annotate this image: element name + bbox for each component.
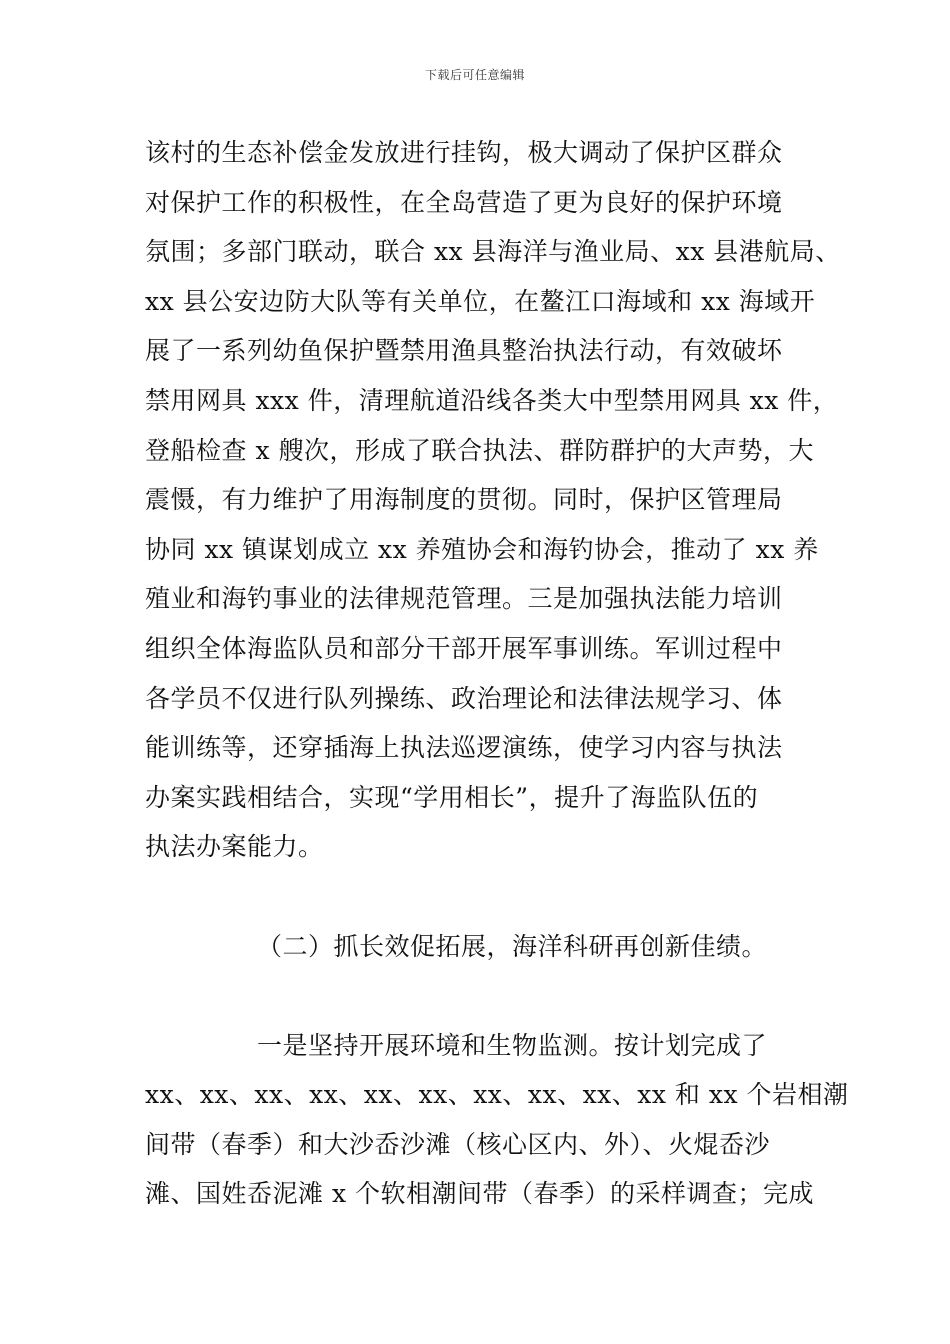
blank-line [145, 872, 835, 922]
text-line: 一是坚持开展环境和生物监测。按计划完成了 [257, 1030, 768, 1060]
paragraph-1 [145, 128, 841, 872]
text-line: 展了一系列幼鱼保护暨禁用渔具整治执法行动，有效破坏 [145, 336, 783, 366]
text-line: 执法办案能力。 [145, 832, 324, 862]
text-line: 组织全体海监队员和部分干部开展军事训练。军训过程中 [145, 633, 783, 663]
text-line: 禁用网具 xxx 件，清理航道沿线各类大中型禁用网具 xx 件， [145, 385, 839, 415]
text-line: 各学员不仅进行队列操练、政治理论和法律法规学习、体 [145, 683, 783, 713]
text-line: xx 县公安边防大队等有关单位，在鳌江口海域和 xx 海域开 [145, 286, 816, 316]
text-line: 震慑，有力维护了用海制度的贯彻。同时，保护区管理局 [145, 485, 783, 515]
text-line: 能训练等，还穿插海上执法巡逻演练，使学习内容与执法 [145, 733, 783, 763]
page-header: 下载后可任意编辑 [424, 68, 525, 82]
section-heading: （二）抓长效促拓展，海洋科研再创新佳绩。 [257, 931, 768, 961]
document-body [145, 128, 849, 1219]
text-line: 协同 xx 镇谋划成立 xx 养殖协会和海钓协会，推动了 xx 养 [145, 534, 819, 564]
text-line: 办案实践相结合，实现“学用相长”，提升了海监队伍的 [145, 782, 759, 812]
text-line: 氛围；多部门联动，联合 xx 县海洋与渔业局、xx 县港航局、 [145, 237, 841, 267]
text-line: 殖业和海钓事业的法律规范管理。三是加强执法能力培训 [145, 584, 783, 614]
text-line: 对保护工作的积极性，在全岛营造了更为良好的保护环境 [145, 187, 783, 217]
text-line: 间带（春季）和大沙岙沙滩（核心区内、外）、火焜岙沙 [145, 1129, 771, 1159]
text-line: 滩、国姓岙泥滩 x 个软相潮间带（春季）的采样调查；完成 [145, 1179, 814, 1209]
text-line: 该村的生态补偿金发放进行挂钩，极大调动了保护区群众 [145, 138, 783, 167]
paragraph-2 [145, 1021, 849, 1219]
blank-line [145, 971, 835, 1021]
text-line: xx、xx、xx、xx、xx、xx、xx、xx、xx、xx 和 xx 个岩相潮 [145, 1080, 849, 1110]
text-line: 登船检查 x 艘次，形成了联合执法、群防群护的大声势，大 [145, 435, 814, 465]
